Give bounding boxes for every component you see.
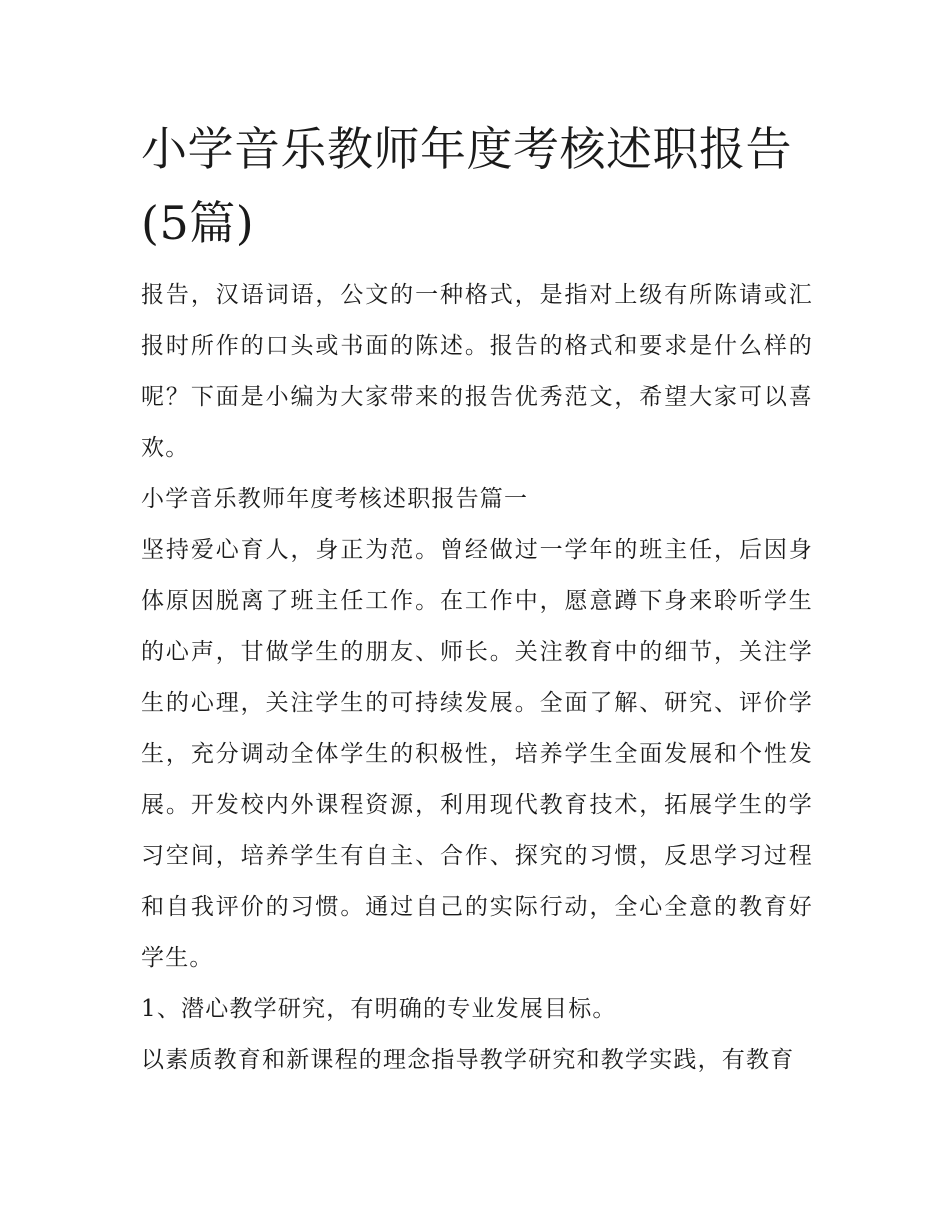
document-title: 小学音乐教师年度考核述职报告(5篇) [141,122,792,250]
intro-paragraph: 报告，汉语词语，公文的一种格式，是指对上级有所陈请或汇报时所作的口头或书面的陈述。报告的格式和要求是什么样的呢？下面是小编为大家带来的报告优秀范文，希望大家可以喜欢。 [141,282,813,461]
document-page [141,112,813,1086]
body-paragraph-1: 坚持爱心育人，身正为范。曾经做过一学年的班主任，后因身体原因脱离了班主任工作。在工作中，愿意蹲下身来聆听学生的心声，甘做学生的朋友、师长。关注教育中的细节，关注学生的心理，关注学生的可持续发展。全面了解、研究、评价学生，充分调动全体学生的积极性，培养学生全面发展和个性发展。开发校内外课程资源，利用现代教育技术，拓展学生的学习空间，培养学生有自主、合作、探究的习惯，反思学习过程和自我评价的习惯。通过自己的实际行动，全心全意的教育好学生。 [141,537,813,971]
numbered-item-1: 1、潜心教学研究，有明确的专业发展目标。 [141,996,617,1022]
section-heading: 小学音乐教师年度考核述职报告篇一 [141,486,529,512]
body-paragraph-2: 以素质教育和新课程的理念指导教学研究和教学实践，有教育 [141,1047,795,1073]
